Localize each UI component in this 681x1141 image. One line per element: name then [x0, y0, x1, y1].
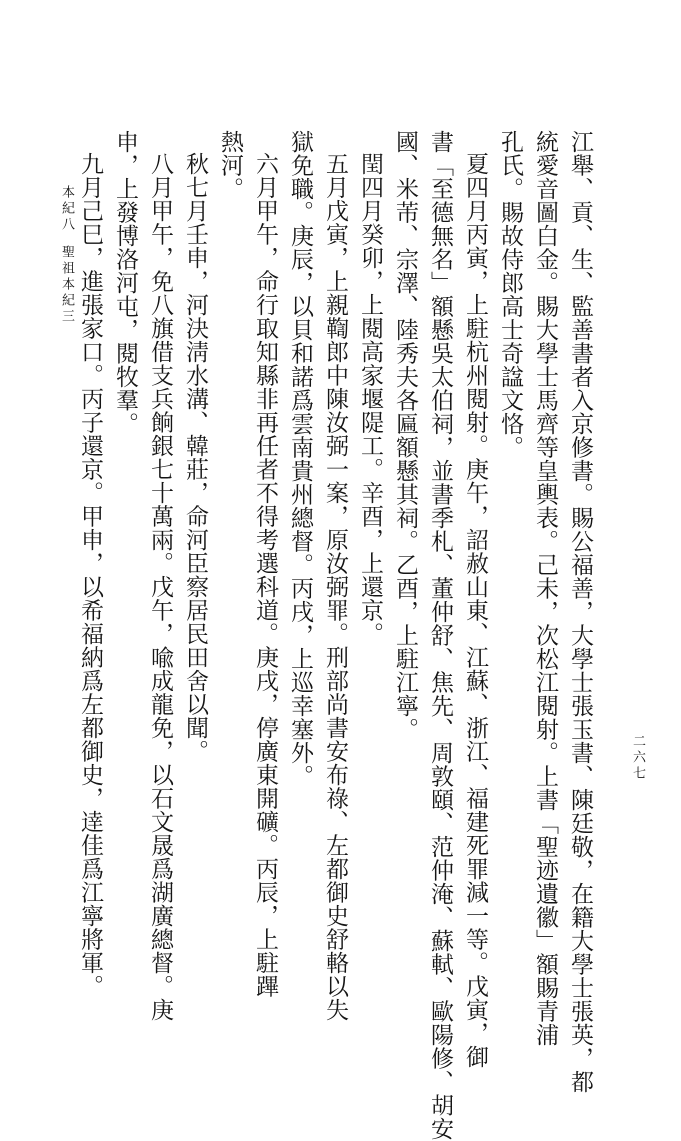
- text-column-13: 八月甲午，免八旗借支兵餉銀七十萬兩。戊午，喩成龍免，以石文晟爲湖廣總督。庚: [147, 152, 173, 1022]
- text-column-3: 孔氏。賜故侍郎高士奇諡文恪。: [497, 130, 523, 459]
- text-column-9: 獄免職。庚辰，以貝和諾爲雲南貴州總督。丙戌，上巡幸塞外。: [287, 130, 313, 788]
- page-number: 二六七: [630, 734, 645, 782]
- text-column-15: 九月己巳，進張家口。丙子還京。甲申，以希福納爲左都御史，逹佳爲江寧將軍。: [77, 152, 103, 998]
- text-column-10: 六月甲午，命行取知縣非再任者不得考選科道。庚戌，停廣東開礦。丙辰，上駐蹕: [252, 152, 278, 998]
- text-column-5: 書「至德無名」額懸吳太伯祠，並書季札、董仲舒、焦先、周敦頤、范仲淹、蘇軾、歐陽修、胡安: [427, 130, 453, 1141]
- text-column-6: 國、米芾、宗澤、陸秀夫各匾額懸其祠。乙酉，上駐江寧。: [392, 130, 418, 741]
- text-column-11: 熱河。: [217, 130, 243, 201]
- text-column-2: 統愛音圖白金。賜大學士馬齊等皇輿表。己未，次松江閱射。上書「聖迹遺徽」額賜青浦: [532, 130, 558, 1047]
- text-column-14: 申，上發博洛河屯，閱牧羣。: [112, 130, 138, 436]
- text-column-12: 秋七月壬申，河決淸水溝、韓莊，命河臣察居民田舍以聞。: [182, 152, 208, 763]
- text-column-8: 五月戊寅，上親鞫郎中陳汝弼一案，原汝弼罪。刑部尚書安布祿、左都御史舒輅以失: [322, 152, 348, 1022]
- chapter-label: 本紀八: [59, 185, 74, 233]
- text-column-4: 夏四月丙寅，上駐杭州閱射。庚午，詔赦山東、江蘇、浙江、福建死罪減一等。戊寅，御: [462, 152, 488, 1069]
- subtitle-label: 聖祖本紀三: [59, 245, 74, 325]
- text-column-7: 閏四月癸卯，上閱高家堰隄工。辛酉，上還京。: [357, 152, 383, 646]
- text-column-1: 江舉、貢、生、監善書者入京修書。賜公福善，大學士張玉書、陳廷敬，在籍大學士張英，都: [567, 130, 593, 1094]
